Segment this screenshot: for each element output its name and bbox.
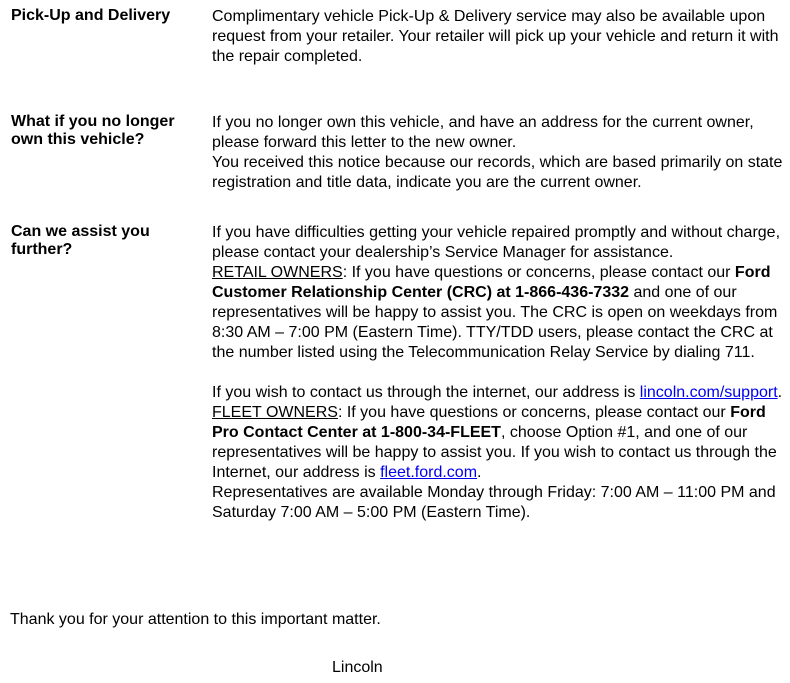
pickup-text: Complimentary vehicle Pick-Up & Delivery service may also be available upon request from your retailer. Your retailer will pick up your vehicle and return it with the repair completed. <box>212 8 779 65</box>
fleet-owners-paragraph <box>212 403 787 483</box>
no-longer-own-body <box>212 113 787 193</box>
internet-paragraph <box>212 383 787 403</box>
fleet-owners-intro: : If you have questions or concerns, please contact our <box>337 404 731 421</box>
fleet-end: . <box>477 464 482 481</box>
assist-body <box>212 223 787 523</box>
pickup-body <box>212 7 787 67</box>
no-longer-own-paragraph-2: You received this notice because our records, which are based primarily on state registration and title data, indicate you are the current owner. <box>212 154 783 191</box>
retail-owners-paragraph <box>212 263 787 363</box>
closing-signature: Lincoln <box>332 659 383 676</box>
closing-thanks: Thank you for your attention to this important matter. <box>10 611 381 628</box>
retail-owners-heading: RETAIL OWNERS <box>212 264 343 281</box>
lincoln-support-link[interactable]: lincoln.com/support <box>639 384 778 401</box>
assist-label: Can we assist you further? <box>11 223 150 258</box>
fleet-phone-text: Ford Pro Contact Center at 1-800-34-FLEET <box>212 404 766 441</box>
internet-text: If you wish to contact us through the internet, our address is <box>212 384 640 401</box>
hours-paragraph: Representatives are available Monday through Friday: 7:00 AM – 11:00 PM and Saturday 7:00 AM – 5:00 PM (Eastern Time). <box>212 484 776 521</box>
internet-end: . <box>777 384 783 401</box>
no-longer-own-label: What if you no longer own this vehicle? <box>11 113 175 148</box>
retail-owners-intro: : If you have questions or concerns, please contact our <box>342 264 735 281</box>
no-longer-own-paragraph-1: If you no longer own this vehicle, and have an address for the current owner, please forward this letter to the new owner. <box>212 114 754 151</box>
assist-paragraph-1: If you have difficulties getting your vehicle repaired promptly and without charge, please contact your dealership’s Service Manager for assistance. <box>212 224 781 261</box>
pickup-label: Pick-Up and Delivery <box>11 7 171 24</box>
retail-owners-rest: and one of our representatives will be happy to assist you. The CRC is open on weekdays from 8:30 AM – 7:00 PM (Eastern Time). TTY/TDD users, please contact the CRC at the number listed using the Telecommunication Relay Service by dialing 711. <box>212 284 778 361</box>
fleet-owners-heading: FLEET OWNERS <box>212 404 338 421</box>
fleet-owners-rest: , choose Option #1, and one of our representatives will be happy to assist you. If you wish to contact us through the Internet, our address is <box>212 424 777 481</box>
crc-phone-text: Ford Customer Relationship Center (CRC) at 1-866-436-7332 <box>212 264 771 301</box>
fleet-ford-link[interactable]: fleet.ford.com <box>380 464 478 481</box>
